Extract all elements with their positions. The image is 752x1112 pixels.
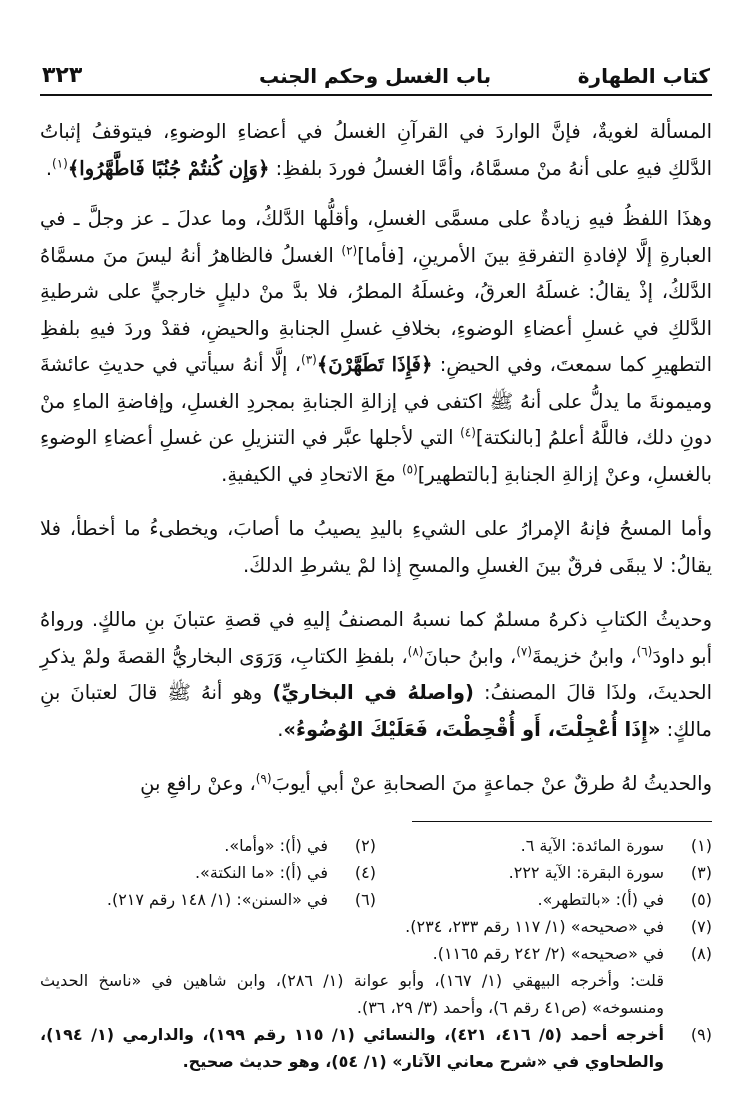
paragraph-1 <box>40 114 712 187</box>
footnote-text: في (أ): «ما النكتة». <box>194 862 328 882</box>
paragraph-text: ، وعنْ رافعِ بنِ <box>140 772 256 795</box>
footnote-1 <box>376 832 712 859</box>
footnote-7 <box>40 913 712 940</box>
paragraph-text: وهو أنهُ ﷺ قالَ لعتبانَ بنِ مالكٍ: <box>40 681 712 741</box>
footnote-4 <box>40 859 376 886</box>
paragraph-text: معَ الاتحادِ في الكيفيةِ. <box>221 462 402 486</box>
paragraph-tail: . <box>45 156 53 180</box>
paragraph-tail: . <box>277 717 284 741</box>
paragraph-text: التي لأجلها عبَّر في التنزيلِ عن غسلِ أعضاءِ الوضوءِ بالغسلِ، وعنْ إزالةِ الجنابةِ [بالتطهير] <box>40 426 712 486</box>
footnote-row <box>40 886 712 913</box>
footnote-row <box>40 859 712 886</box>
paragraph-2 <box>40 201 712 493</box>
quran-verse: ﴿فَإِذَا تَطَهَّرْنَ﴾ <box>316 353 433 376</box>
footnote-8-continued <box>40 967 712 1021</box>
paragraph-text: ، وابنُ حبانَ <box>423 644 517 668</box>
paragraph-5 <box>40 766 712 803</box>
footnote-ref[interactable]: (٧) <box>516 644 533 658</box>
quoted-matn: (واصلهُ في البخاريِّ) <box>272 681 474 704</box>
footnote-ref[interactable]: (٢) <box>341 243 358 257</box>
footnote-text: سورة المائدة: الآية ٦. <box>520 835 664 855</box>
footnote-5 <box>376 886 712 913</box>
paragraph-text: ، إلَّا أنهُ سيأتي في حديثِ عائشةَ وميمونةَ ما يدلُّ على أنهُ ﷺ اكتفى في إزالةِ الجنابةِ بمجردِ الغسلِ، وإفاضةِ الماءِ منْ دونِ دلك، فاللَّهُ أعلمُ [بالنكتة] <box>40 353 712 449</box>
footnote-number: (١) <box>690 835 712 855</box>
footnote-row <box>40 1021 712 1075</box>
footnote-number: (٦) <box>354 889 376 909</box>
footnote-number: (٩) <box>690 1024 712 1044</box>
paragraph-text: والحديثُ لهُ طرقٌ عنْ جماعةٍ منَ الصحابةِ عنْ أبي أيوبَ <box>271 772 712 795</box>
footnote-row <box>40 940 712 967</box>
footnote-text: في (أ): «وأما». <box>224 835 328 855</box>
footnote-number: (٣) <box>690 862 712 882</box>
footnote-text: في «السنن»: (١/ ١٤٨ رقم ٢١٧). <box>106 889 328 909</box>
footnote-text: في «صحيحه» (٢/ ٢٤٢ رقم ١١٦٥). <box>432 943 664 963</box>
footnote-row <box>40 913 712 940</box>
footnote-ref[interactable]: (١) <box>52 156 68 170</box>
paragraph-text: الغسلُ فالظاهرُ أنهُ ليسَ منَ مسمَّاهُ الدَّلكُ، إذْ يقالُ: غسلَهُ العرقُ، وغسلَهُ المطرُ، فلا بدَّ منْ دليلٍ خارجيٍّ على شرطيةِ الدَّلكِ في غسلِ أعضاءِ الوضوءِ، بخلافِ غسلِ الجنابةِ والحيضِ، فقدْ وردَ فيهِ بلفظِ التطهيرِ كما سمعتَ، وفي الحيضِ: <box>40 243 712 376</box>
paragraph-4 <box>40 602 712 748</box>
paragraph-3 <box>40 511 712 584</box>
footnote-2 <box>40 832 376 859</box>
footnote-text: في «صحيحه» (١/ ١١٧ رقم ٢٣٣، ٢٣٤). <box>405 916 664 936</box>
footnote-text: سورة البقرة: الآية ٢٢٢. <box>508 862 664 882</box>
footnote-text: في (أ): «بالتطهر». <box>537 889 664 909</box>
footnote-row <box>40 967 712 1021</box>
paragraph-text: ، بلفظِ الكتابِ، وَرَوَى البخاريُّ القصةَ ولمْ يذكرِ الحديثَ، ولذَا قالَ المصنفُ: <box>40 644 712 704</box>
main-text <box>40 114 712 803</box>
footnote-ref[interactable]: (٥) <box>401 462 418 476</box>
footnote-text: أخرجه أحمد (٥/ ٤١٦، ٤٢١)، والنسائي (١/ ١١٥ رقم ١٩٩)، والدارمي (١/ ١٩٤)، والطحاوي في «شرح معاني الآثار» (١/ ٥٤)، وهو حديث صحيح. <box>40 1024 665 1071</box>
book-title: كتاب الطهارة <box>577 64 710 88</box>
paragraph-text: ، وابنُ خزيمةَ <box>532 644 637 668</box>
footnote-number: (٢) <box>354 835 376 855</box>
page-number: ٣٢٣ <box>42 63 83 88</box>
footnote-text: قلت: وأخرجه البيهقي (١/ ١٦٧)، وأبو عوانة (١/ ٢٨٦)، وابن شاهين في «ناسخ الحديث ومنسوخه» (ص٤١ رقم ٦)، وأحمد (٣/ ٢٩، ٣٦). <box>40 970 664 1017</box>
footnote-number: (٧) <box>690 916 712 936</box>
footnote-number <box>664 967 712 1021</box>
footnote-ref[interactable]: (٣) <box>301 352 317 367</box>
paragraph-text: المسألة لغويةٌ، فإنَّ الواردَ في القرآنِ الغسلُ في أعضاءِ الوضوءِ، فيتوقفُ إثباتُ الدَّلكِ فيهِ على أنهُ منْ مسمَّاهُ، وأمَّا الغسلُ فوردَ بلفظِ: <box>40 120 712 180</box>
footnotes <box>40 832 712 1075</box>
footnote-divider <box>412 821 712 822</box>
paragraph-text: وهذَا اللفظُ فيهِ زيادةٌ على مسمَّى الغسلِ، وأقلُّها الدَّلكُ، وما عدلَ ـ عز وجلَّ ـ في العبارةِ إلَّا لإفادةِ التفرقةِ بينَ الأمرينِ، [فأما] <box>40 207 712 267</box>
page-header <box>40 56 712 96</box>
quran-verse: ﴿وَإِن كُنتُمْ جُنُبًا فَاطَّهَّرُوا﴾ <box>67 156 270 180</box>
paragraph-text: وحديثُ الكتابِ ذكرهُ مسلمٌ كما نسبهُ المصنفُ إليهِ في قصةِ عتبانَ بنِ مالكٍ. ورواهُ أبو داودَ <box>40 608 713 668</box>
footnote-9 <box>40 1021 712 1075</box>
footnote-ref[interactable]: (٩) <box>255 771 272 786</box>
book-page <box>40 56 712 1075</box>
footnote-row <box>40 832 712 859</box>
footnote-8 <box>40 940 712 967</box>
footnote-ref[interactable]: (٨) <box>407 644 424 658</box>
footnote-number: (٥) <box>690 889 712 909</box>
paragraph-text: وأما المسحُ فإنهُ الإمرارُ على الشيءِ باليدِ يصيبُ ما أصابَ، ويخطىءُ ما أخطأ، فلا يقالُ: لا يبقَى فرقٌ بينَ الغسلِ والمسحِ إذا لمْ يشرطِ الدلكَ. <box>40 517 712 577</box>
footnote-3 <box>376 859 712 886</box>
footnote-number: (٨) <box>690 943 712 963</box>
footnote-6 <box>40 886 376 913</box>
footnote-ref[interactable]: (٤) <box>460 425 476 440</box>
chapter-title: باب الغسل وحكم الجنب <box>258 64 492 88</box>
footnote-ref[interactable]: (٦) <box>636 644 653 658</box>
footnote-number: (٤) <box>354 862 376 882</box>
hadith-quote: «إِذَا أُعْجِلْتَ، أَو أُقْحِطْتَ، فَعَلَيْكَ الوُضُوءُ» <box>283 717 661 741</box>
